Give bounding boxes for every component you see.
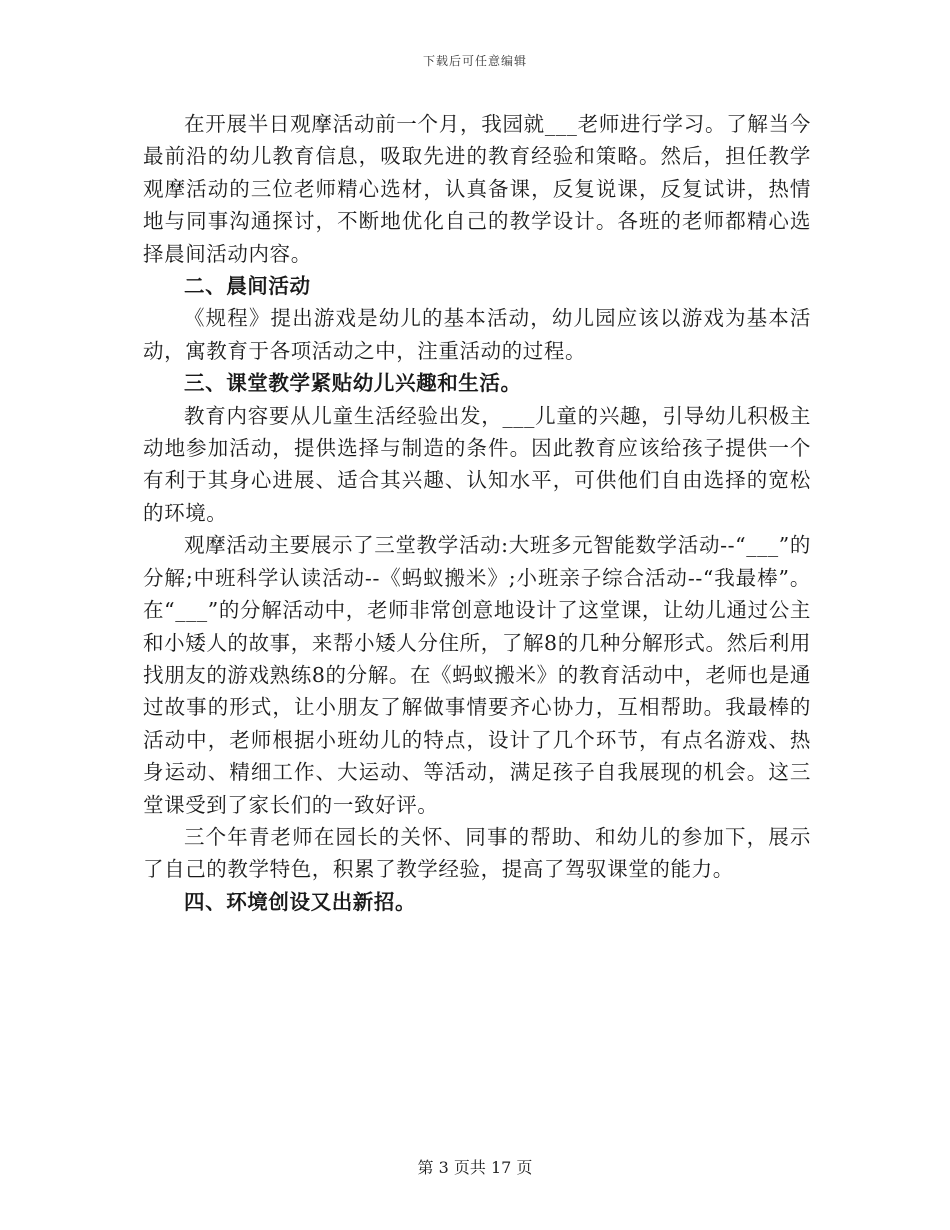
page-footer: 第 3 页共 17 页: [417, 1158, 533, 1177]
paragraph-observation-activities: 观摩活动主要展示了三堂教学活动:大班多元智能数学活动--“___”的分解;中班科学认读活动--《蚂蚁搬米》;小班亲子综合活动--“我最棒”。在“___”的分解活动中，老师非常创意地设计了这堂课，让幼儿通过公主和小矮人的故事，来帮小矮人分住所，了解8的几种分解形式。然后利用找朋友的游戏熟练8的分解。在《蚂蚁搬米》的教育活动中，老师也是通过故事的形式，让小朋友了解做事情要齐心协力，互相帮助。我最棒的活动中，老师根据小班幼儿的特点，设计了几个环节，有点名游戏、热身运动、精细工作、大运动、等活动，满足孩子自我展现的机会。这三堂课受到了家长们的一致好评。: [143, 533, 811, 817]
section-heading-environment: 四、环境创设又出新招。: [184, 889, 417, 914]
paragraph-preparation: 在开展半日观摩活动前一个月，我园就___老师进行学习。了解当今最前沿的幼儿教育信息，吸取先进的教育经验和策略。然后，担任教学观摩活动的三位老师精心选材，认真备课，反复说课，反复试讲，热情地与同事沟通探讨，不断地优化自己的教学设计。各班的老师都精心选择晨间活动内容。: [143, 112, 811, 266]
paragraph-education-content: 教育内容要从儿童生活经验出发，___儿童的兴趣，引导幼儿积极主动地参加活动，提供选择与制造的条件。因此教育应该给孩子提供一个有利于其身心进展、适合其兴趣、认知水平，可供他们自由选择的宽松的环境。: [143, 403, 811, 525]
page-header: 下载后可任意编辑: [422, 54, 527, 68]
paragraph-young-teachers: 三个年青老师在园长的关怀、同事的帮助、和幼儿的参加下，展示了自己的教学特色，积累了教学经验，提高了驾驭课堂的能力。: [143, 824, 811, 882]
paragraph-regulations: 《规程》提出游戏是幼儿的基本活动，幼儿园应该以游戏为基本活动，寓教育于各项活动之中，注重活动的过程。: [143, 306, 811, 363]
section-heading-morning-activities: 二、晨间活动: [184, 274, 311, 299]
document-body: [143, 108, 811, 918]
section-heading-classroom-teaching: 三、课堂教学紧贴幼儿兴趣和生活。: [184, 371, 522, 396]
